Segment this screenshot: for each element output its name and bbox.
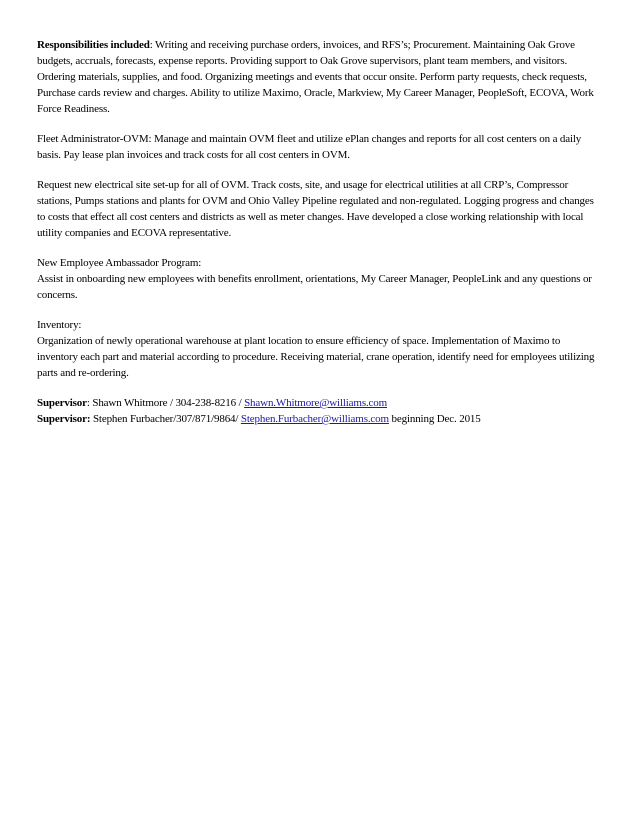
supervisor-line [37, 411, 603, 427]
inventory-heading: Inventory: [37, 319, 82, 331]
responsibilities-text: Writing and receiving purchase orders, invoices, and RFS’s; Procurement. Maintaining Oak Grove budgets, accruals, forecasts, expense reports. Providing support to Oak Grove supervisors, plant team members, and visitors. Ordering materials, supplies, and food. Organizing meetings and events that occur onsite. Perform party requests, check requests, Purchase cards review and charges. Ability to utilize Maximo, Oracle, Markview, My Career Manager, PeopleSoft, ECOVA, Work Force Readiness. [37, 39, 594, 115]
supervisor-label: Supervisor [37, 397, 87, 409]
responsibilities-paragraph [37, 37, 603, 117]
ambassador-section [37, 255, 603, 303]
supervisor-contact: Shawn Whitmore / 304-238-8216 / [89, 397, 245, 409]
supervisor-email-link[interactable]: Stephen.Furbacher@williams.com [240, 413, 389, 425]
electrical-site-paragraph: Request new electrical site set-up for all of OVM. Track costs, site, and usage for electrical utilities at all CRP’s, Compressor stations, Pumps stations and plants for OVM and Ohio Valley Pipeline regulated and non-regulated. Logging progress and changes to costs that effect all cost centers and districts as well as meter changes. Have developed a close working relationship with local utility companies and ECOVA representative. [37, 179, 594, 239]
inventory-text: Organization of newly operational warehouse at plant location to ensure efficiency of space. Implementation of Maximo to inventory each part and material according to procedure. Receiving material, crane operation, identify need for employees utilizing parts and re-ordering. [37, 335, 595, 379]
responsibilities-separator: : [149, 39, 153, 51]
fleet-administrator-paragraph: Fleet Administrator-OVM: Manage and maintain OVM fleet and utilize ePlan changes and reports for all cost centers on a daily basis. Pay lease plan invoices and track costs for all cost centers in OVM. [37, 133, 582, 161]
supervisor-list [37, 395, 603, 427]
supervisor-note: beginning Dec. 2015 [388, 413, 481, 425]
supervisor-contact: Stephen Furbacher/307/871/9864/ [90, 413, 241, 425]
supervisor-label: Supervisor: [37, 413, 91, 425]
responsibilities-label: Responsibilities included [37, 39, 150, 51]
resume-page [37, 37, 603, 427]
supervisor-separator: : [86, 397, 90, 409]
supervisor-email-link[interactable]: Shawn.Whitmore@williams.com [244, 397, 388, 409]
ambassador-text: Assist in onboarding new employees with benefits enrollment, orientations, My Career Manager, PeopleLink and any questions or concerns. [37, 273, 592, 301]
inventory-section [37, 317, 603, 381]
ambassador-heading: New Employee Ambassador Program: [37, 257, 202, 269]
supervisor-line [37, 395, 603, 411]
